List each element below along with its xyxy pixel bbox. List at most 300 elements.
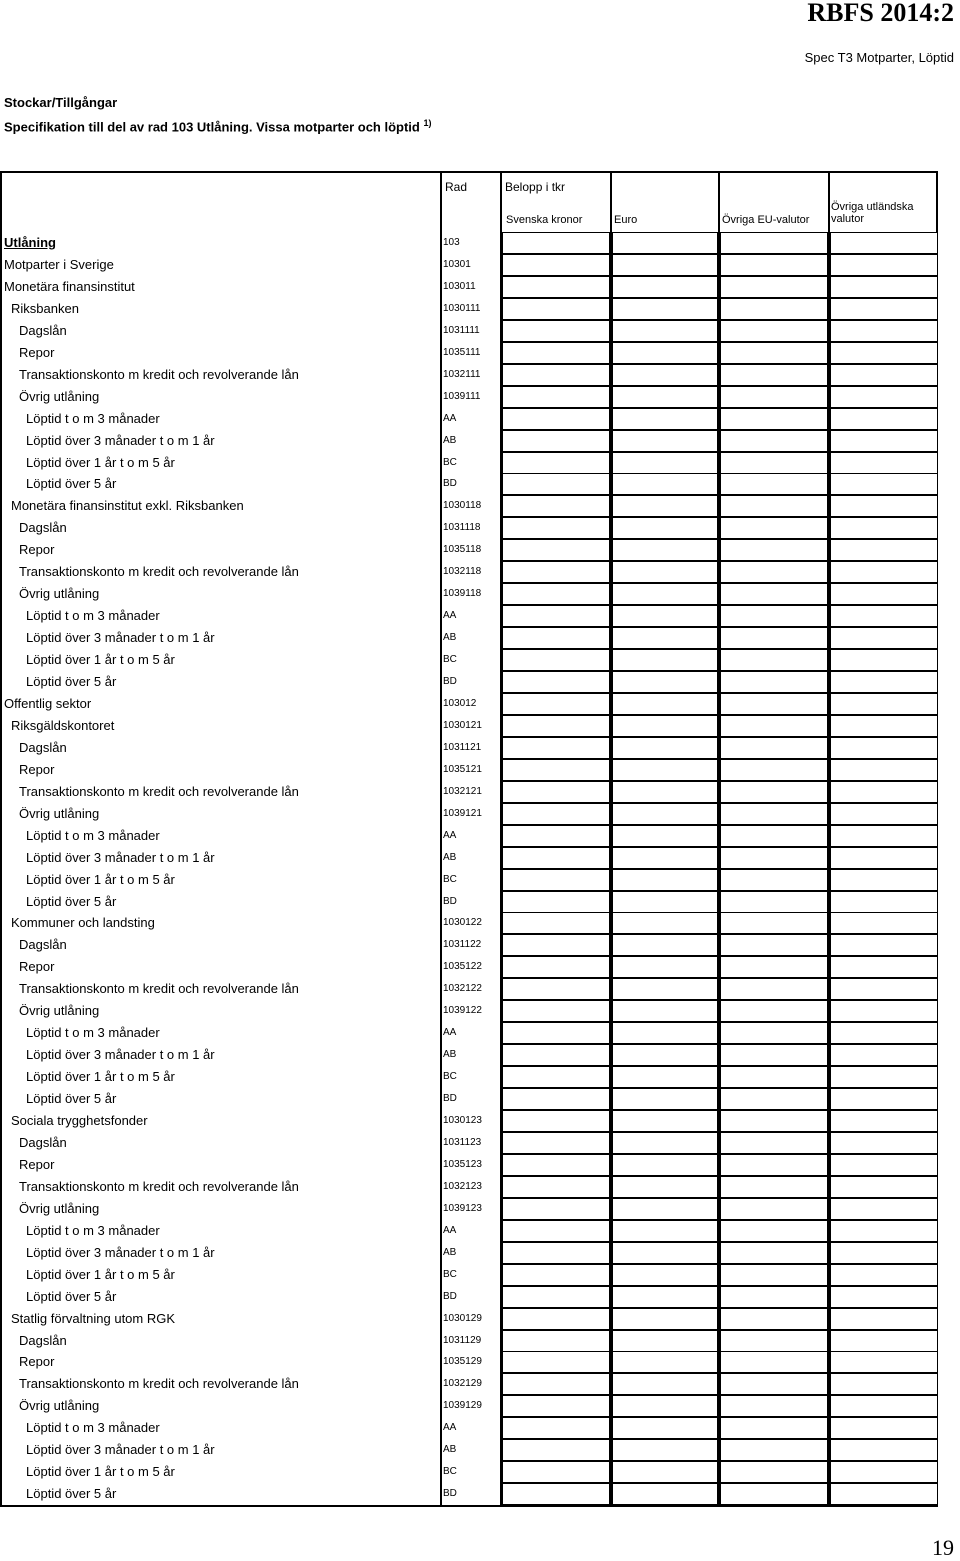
amount-input-cell[interactable] <box>830 539 938 561</box>
amount-input-cell[interactable] <box>720 452 828 474</box>
amount-input-cell[interactable] <box>720 1198 828 1220</box>
amount-input-cell[interactable] <box>502 408 610 430</box>
amount-input-cell[interactable] <box>720 254 828 276</box>
amount-input-cell[interactable] <box>720 891 828 913</box>
amount-input-cell[interactable] <box>830 276 938 298</box>
amount-input-cell[interactable] <box>612 737 718 759</box>
amount-input-cell[interactable] <box>720 715 828 737</box>
row-label: Transaktionskonto m kredit och revolverande lån <box>19 1376 299 1392</box>
table-row <box>0 1395 938 1417</box>
amount-input-cell[interactable] <box>720 1395 828 1417</box>
amount-input-cell[interactable] <box>502 1176 610 1198</box>
amount-input-cell[interactable] <box>502 1351 610 1373</box>
amount-input-cell[interactable] <box>720 364 828 386</box>
amount-input-cell[interactable] <box>720 1176 828 1198</box>
amount-input-cell[interactable] <box>502 978 610 1000</box>
row-label: Löptid över 3 månader t o m 1 år <box>26 432 215 448</box>
amount-input-cell[interactable] <box>720 517 828 539</box>
amount-input-cell[interactable] <box>830 759 938 781</box>
amount-input-cell[interactable] <box>830 1110 938 1132</box>
amount-input-cell[interactable] <box>720 627 828 649</box>
row-code: AA <box>443 1224 457 1236</box>
amount-input-cell[interactable] <box>830 1417 938 1439</box>
amount-input-cell[interactable] <box>830 452 938 474</box>
amount-input-cell[interactable] <box>612 408 718 430</box>
amount-input-cell[interactable] <box>612 956 718 978</box>
row-code: BD <box>443 895 457 907</box>
amount-input-cell[interactable] <box>502 583 610 605</box>
amount-input-cell[interactable] <box>720 561 828 583</box>
amount-input-cell[interactable] <box>612 254 718 276</box>
amount-input-cell[interactable] <box>830 1461 938 1483</box>
amount-input-cell[interactable] <box>502 1264 610 1286</box>
amount-input-cell[interactable] <box>720 430 828 452</box>
row-code: AA <box>443 1027 457 1039</box>
row-label: Löptid över 1 år t o m 5 år <box>26 652 175 668</box>
amount-input-cell[interactable] <box>502 276 610 298</box>
row-code: 1035123 <box>443 1158 482 1170</box>
amount-input-cell[interactable] <box>612 912 718 934</box>
amount-input-cell[interactable] <box>830 715 938 737</box>
table-row <box>0 1132 938 1154</box>
footnote-marker: 1) <box>423 118 432 128</box>
table-row <box>0 1154 938 1176</box>
amount-input-cell[interactable] <box>720 737 828 759</box>
amount-input-cell[interactable] <box>502 495 610 517</box>
amount-input-cell[interactable] <box>502 232 610 254</box>
amount-input-cell[interactable] <box>830 1483 938 1505</box>
row-code: BD <box>443 1488 457 1500</box>
amount-input-cell[interactable] <box>612 1351 718 1373</box>
amount-input-cell[interactable] <box>612 1308 718 1330</box>
amount-input-cell[interactable] <box>720 1000 828 1022</box>
table-row <box>0 1044 938 1066</box>
title-line-1: Stockar/Tillgångar <box>4 95 118 110</box>
amount-input-cell[interactable] <box>830 649 938 671</box>
amount-input-cell[interactable] <box>830 517 938 539</box>
table-row <box>0 759 938 781</box>
amount-input-cell[interactable] <box>502 342 610 364</box>
amount-input-cell[interactable] <box>502 869 610 891</box>
amount-input-cell[interactable] <box>612 430 718 452</box>
amount-input-cell[interactable] <box>612 517 718 539</box>
amount-input-cell[interactable] <box>612 847 718 869</box>
amount-input-cell[interactable] <box>612 1132 718 1154</box>
row-label: Kommuner och landsting <box>11 915 155 931</box>
amount-input-cell[interactable] <box>720 1308 828 1330</box>
amount-input-cell[interactable] <box>830 1286 938 1308</box>
amount-input-cell[interactable] <box>612 627 718 649</box>
amount-input-cell[interactable] <box>612 342 718 364</box>
amount-input-cell[interactable] <box>830 473 938 495</box>
amount-input-cell[interactable] <box>720 693 828 715</box>
amount-input-cell[interactable] <box>502 473 610 495</box>
row-label: Löptid över 3 månader t o m 1 år <box>26 1442 215 1458</box>
amount-input-cell[interactable] <box>502 320 610 342</box>
table-row <box>0 298 938 320</box>
amount-input-cell[interactable] <box>830 320 938 342</box>
amount-input-cell[interactable] <box>830 430 938 452</box>
row-code: 1032123 <box>443 1180 482 1192</box>
amount-input-cell[interactable] <box>502 364 610 386</box>
row-code: 1039121 <box>443 807 482 819</box>
amount-input-cell[interactable] <box>720 869 828 891</box>
amount-input-cell[interactable] <box>612 1461 718 1483</box>
amount-input-cell[interactable] <box>502 715 610 737</box>
amount-input-cell[interactable] <box>720 605 828 627</box>
row-label: Löptid t o m 3 månader <box>26 608 160 624</box>
amount-input-cell[interactable] <box>720 473 828 495</box>
form-name: Spec T3 Motparter, Löptid <box>804 50 954 65</box>
amount-input-cell[interactable] <box>612 386 718 408</box>
row-label: Sociala trygghetsfonder <box>11 1113 148 1128</box>
table-row <box>0 364 938 386</box>
row-label: Offentlig sektor <box>4 695 92 711</box>
amount-input-cell[interactable] <box>502 1483 610 1505</box>
amount-input-cell[interactable] <box>720 759 828 781</box>
row-code: 1035129 <box>443 1356 482 1368</box>
row-label: Transaktionskonto m kredit och revolverande lån <box>19 366 299 382</box>
amount-input-cell[interactable] <box>720 1264 828 1286</box>
amount-input-cell[interactable] <box>612 1220 718 1242</box>
amount-input-cell[interactable] <box>612 891 718 913</box>
table-row <box>0 1176 938 1198</box>
amount-input-cell[interactable] <box>502 1220 610 1242</box>
row-label: Löptid över 1 år t o m 5 år <box>26 454 175 470</box>
table-row <box>0 320 938 342</box>
table-border-bottom <box>0 1505 938 1507</box>
amount-input-cell[interactable] <box>830 1264 938 1286</box>
amount-input-cell[interactable] <box>830 1395 938 1417</box>
amount-input-cell[interactable] <box>720 912 828 934</box>
amount-input-cell[interactable] <box>830 803 938 825</box>
amount-input-cell[interactable] <box>612 825 718 847</box>
amount-input-cell[interactable] <box>830 605 938 627</box>
amount-input-cell[interactable] <box>720 1417 828 1439</box>
amount-input-cell[interactable] <box>830 298 938 320</box>
amount-input-cell[interactable] <box>720 408 828 430</box>
amount-input-cell[interactable] <box>612 869 718 891</box>
amount-input-cell[interactable] <box>830 1176 938 1198</box>
amount-input-cell[interactable] <box>502 759 610 781</box>
amount-input-cell[interactable] <box>830 891 938 913</box>
table-row <box>0 473 938 495</box>
amount-input-cell[interactable] <box>612 715 718 737</box>
amount-input-cell[interactable] <box>502 1242 610 1264</box>
amount-input-cell[interactable] <box>612 781 718 803</box>
amount-input-cell[interactable] <box>720 1439 828 1461</box>
row-label: Löptid över 5 år <box>26 1288 117 1304</box>
row-code: BC <box>443 1071 457 1083</box>
amount-input-cell[interactable] <box>830 847 938 869</box>
amount-input-cell[interactable] <box>502 781 610 803</box>
amount-input-cell[interactable] <box>830 825 938 847</box>
row-code: 103 <box>443 237 460 248</box>
amount-input-cell[interactable] <box>720 825 828 847</box>
amount-input-cell[interactable] <box>830 1198 938 1220</box>
amount-input-cell[interactable] <box>502 1286 610 1308</box>
amount-input-cell[interactable] <box>720 847 828 869</box>
table-row <box>0 956 938 978</box>
amount-input-cell[interactable] <box>502 1154 610 1176</box>
amount-input-cell[interactable] <box>502 1022 610 1044</box>
amount-input-cell[interactable] <box>830 1439 938 1461</box>
amount-input-cell[interactable] <box>830 495 938 517</box>
amount-input-cell[interactable] <box>612 320 718 342</box>
amount-input-cell[interactable] <box>502 539 610 561</box>
amount-input-cell[interactable] <box>612 1198 718 1220</box>
amount-input-cell[interactable] <box>720 386 828 408</box>
amount-input-cell[interactable] <box>830 1308 938 1330</box>
amount-input-cell[interactable] <box>502 847 610 869</box>
amount-input-cell[interactable] <box>502 1110 610 1132</box>
amount-input-cell[interactable] <box>830 1351 938 1373</box>
row-label: Löptid över 5 år <box>26 674 117 689</box>
amount-input-cell[interactable] <box>612 1176 718 1198</box>
row-code: 1031121 <box>443 741 482 753</box>
row-code: 1039123 <box>443 1202 482 1214</box>
amount-input-cell[interactable] <box>502 671 610 693</box>
amount-input-cell[interactable] <box>830 1088 938 1110</box>
amount-input-cell[interactable] <box>502 627 610 649</box>
amount-input-cell[interactable] <box>720 1044 828 1066</box>
row-code: 1035122 <box>443 961 482 973</box>
amount-input-cell[interactable] <box>830 956 938 978</box>
amount-input-cell[interactable] <box>720 1110 828 1132</box>
amount-input-cell[interactable] <box>830 583 938 605</box>
amount-input-cell[interactable] <box>502 1132 610 1154</box>
amount-input-cell[interactable] <box>612 605 718 627</box>
amount-input-cell[interactable] <box>830 342 938 364</box>
amount-input-cell[interactable] <box>502 737 610 759</box>
amount-input-cell[interactable] <box>720 1154 828 1176</box>
amount-input-cell[interactable] <box>720 320 828 342</box>
amount-input-cell[interactable] <box>720 956 828 978</box>
amount-input-cell[interactable] <box>720 298 828 320</box>
amount-input-cell[interactable] <box>830 1132 938 1154</box>
row-label: Dagslån <box>19 1134 67 1150</box>
row-code: 1031129 <box>443 1334 482 1346</box>
table-row <box>0 539 938 561</box>
row-label: Riksbanken <box>11 300 79 316</box>
table-row <box>0 1022 938 1044</box>
amount-input-cell[interactable] <box>830 1330 938 1352</box>
amount-input-cell[interactable] <box>502 1066 610 1088</box>
amount-input-cell[interactable] <box>502 561 610 583</box>
row-label: Löptid t o m 3 månader <box>26 1025 160 1041</box>
amount-input-cell[interactable] <box>720 803 828 825</box>
amount-input-cell[interactable] <box>502 1000 610 1022</box>
amount-input-cell[interactable] <box>720 1373 828 1395</box>
amount-input-cell[interactable] <box>830 232 938 254</box>
amount-input-cell[interactable] <box>502 693 610 715</box>
amount-input-cell[interactable] <box>830 364 938 386</box>
row-code: AB <box>443 1246 457 1258</box>
amount-input-cell[interactable] <box>612 1066 718 1088</box>
amount-input-cell[interactable] <box>720 649 828 671</box>
row-label: Övrig utlåning <box>19 1200 100 1216</box>
amount-input-cell[interactable] <box>830 1022 938 1044</box>
amount-input-cell[interactable] <box>612 934 718 956</box>
amount-input-cell[interactable] <box>612 1373 718 1395</box>
row-code: 1030123 <box>443 1115 482 1126</box>
amount-input-cell[interactable] <box>612 561 718 583</box>
amount-input-cell[interactable] <box>720 1242 828 1264</box>
amount-input-cell[interactable] <box>830 627 938 649</box>
amount-input-cell[interactable] <box>612 1154 718 1176</box>
amount-input-cell[interactable] <box>502 934 610 956</box>
amount-input-cell[interactable] <box>502 1439 610 1461</box>
amount-input-cell[interactable] <box>720 781 828 803</box>
amount-input-cell[interactable] <box>612 364 718 386</box>
amount-input-cell[interactable] <box>502 1198 610 1220</box>
row-label: Löptid över 5 år <box>26 1486 117 1502</box>
amount-input-cell[interactable] <box>502 430 610 452</box>
amount-input-cell[interactable] <box>830 912 938 934</box>
amount-input-cell[interactable] <box>720 342 828 364</box>
amount-input-cell[interactable] <box>612 276 718 298</box>
amount-input-cell[interactable] <box>612 671 718 693</box>
amount-input-cell[interactable] <box>720 232 828 254</box>
amount-input-cell[interactable] <box>612 1483 718 1505</box>
page-number: 19 <box>932 1535 954 1560</box>
column-header-other-currencies: Övriga utländska valutor <box>831 201 914 225</box>
amount-input-cell[interactable] <box>612 1242 718 1264</box>
amount-input-cell[interactable] <box>612 1330 718 1352</box>
amount-input-cell[interactable] <box>612 473 718 495</box>
amount-input-cell[interactable] <box>720 1066 828 1088</box>
amount-input-cell[interactable] <box>502 649 610 671</box>
amount-input-cell[interactable] <box>830 978 938 1000</box>
row-label: Transaktionskonto m kredit och revolverande lån <box>19 1178 299 1194</box>
table-row <box>0 342 938 364</box>
row-label: Monetära finansinstitut exkl. Riksbanken <box>11 498 244 514</box>
amount-input-cell[interactable] <box>612 803 718 825</box>
amount-input-cell[interactable] <box>830 1154 938 1176</box>
table-row <box>0 386 938 408</box>
amount-input-cell[interactable] <box>612 978 718 1000</box>
amount-input-cell[interactable] <box>502 1461 610 1483</box>
amount-input-cell[interactable] <box>830 1066 938 1088</box>
amount-input-cell[interactable] <box>502 891 610 913</box>
amount-input-cell[interactable] <box>830 254 938 276</box>
amount-input-cell[interactable] <box>830 386 938 408</box>
amount-input-cell[interactable] <box>612 1395 718 1417</box>
amount-input-cell[interactable] <box>720 978 828 1000</box>
amount-input-cell[interactable] <box>612 452 718 474</box>
amount-input-cell[interactable] <box>612 583 718 605</box>
row-code: 1031122 <box>443 939 482 951</box>
table-row <box>0 1286 938 1308</box>
amount-input-cell[interactable] <box>830 781 938 803</box>
amount-input-cell[interactable] <box>502 912 610 934</box>
amount-input-cell[interactable] <box>830 671 938 693</box>
amount-input-cell[interactable] <box>720 583 828 605</box>
amount-input-cell[interactable] <box>830 934 938 956</box>
amount-input-cell[interactable] <box>830 561 938 583</box>
row-code: 1030122 <box>443 917 482 929</box>
amount-input-cell[interactable] <box>612 693 718 715</box>
amount-input-cell[interactable] <box>720 1351 828 1373</box>
amount-input-cell[interactable] <box>612 759 718 781</box>
amount-input-cell[interactable] <box>720 1022 828 1044</box>
row-code: BC <box>443 654 457 666</box>
amount-input-cell[interactable] <box>502 956 610 978</box>
amount-input-cell[interactable] <box>720 495 828 517</box>
amount-input-cell[interactable] <box>612 1022 718 1044</box>
amount-input-cell[interactable] <box>612 1417 718 1439</box>
amount-input-cell[interactable] <box>612 1110 718 1132</box>
table-row <box>0 583 938 605</box>
amount-input-cell[interactable] <box>720 934 828 956</box>
table-row <box>0 495 938 517</box>
amount-input-cell[interactable] <box>830 737 938 759</box>
amount-input-cell[interactable] <box>830 408 938 430</box>
row-code: 1030129 <box>443 1312 482 1324</box>
amount-input-cell[interactable] <box>502 605 610 627</box>
amount-input-cell[interactable] <box>720 1220 828 1242</box>
amount-input-cell[interactable] <box>720 276 828 298</box>
amount-input-cell[interactable] <box>720 671 828 693</box>
amount-input-cell[interactable] <box>502 1373 610 1395</box>
amount-input-cell[interactable] <box>612 1088 718 1110</box>
amount-input-cell[interactable] <box>502 517 610 539</box>
amount-input-cell[interactable] <box>720 1330 828 1352</box>
amount-input-cell[interactable] <box>720 1461 828 1483</box>
amount-input-cell[interactable] <box>502 825 610 847</box>
row-code: 1039129 <box>443 1400 482 1412</box>
amount-input-cell[interactable] <box>830 1000 938 1022</box>
amount-input-cell[interactable] <box>502 452 610 474</box>
amount-input-cell[interactable] <box>502 1308 610 1330</box>
amount-input-cell[interactable] <box>612 495 718 517</box>
amount-input-cell[interactable] <box>502 1330 610 1352</box>
amount-input-cell[interactable] <box>502 1088 610 1110</box>
amount-input-cell[interactable] <box>720 1286 828 1308</box>
amount-input-cell[interactable] <box>612 649 718 671</box>
amount-input-cell[interactable] <box>502 298 610 320</box>
amount-input-cell[interactable] <box>612 232 718 254</box>
row-label: Dagslån <box>19 1332 67 1348</box>
amount-input-cell[interactable] <box>612 1286 718 1308</box>
amount-input-cell[interactable] <box>720 1088 828 1110</box>
row-label: Löptid över 5 år <box>26 1091 117 1107</box>
amount-input-cell[interactable] <box>502 386 610 408</box>
row-code: AA <box>443 412 457 424</box>
amount-input-cell[interactable] <box>830 1242 938 1264</box>
amount-input-cell[interactable] <box>830 1220 938 1242</box>
amount-input-cell[interactable] <box>612 1000 718 1022</box>
amount-input-cell[interactable] <box>830 693 938 715</box>
amount-input-cell[interactable] <box>612 1264 718 1286</box>
amount-input-cell[interactable] <box>502 1417 610 1439</box>
amount-input-cell[interactable] <box>612 298 718 320</box>
table-row <box>0 912 938 934</box>
amount-input-cell[interactable] <box>720 1132 828 1154</box>
amount-input-cell[interactable] <box>502 254 610 276</box>
amount-input-cell[interactable] <box>502 1044 610 1066</box>
amount-input-cell[interactable] <box>612 1044 718 1066</box>
amount-input-cell[interactable] <box>502 1395 610 1417</box>
amount-input-cell[interactable] <box>612 539 718 561</box>
amount-input-cell[interactable] <box>720 539 828 561</box>
amount-input-cell[interactable] <box>830 1044 938 1066</box>
amount-input-cell[interactable] <box>830 1373 938 1395</box>
amount-input-cell[interactable] <box>612 1439 718 1461</box>
amount-input-cell[interactable] <box>502 803 610 825</box>
amount-input-cell[interactable] <box>720 1483 828 1505</box>
amount-input-cell[interactable] <box>830 869 938 891</box>
